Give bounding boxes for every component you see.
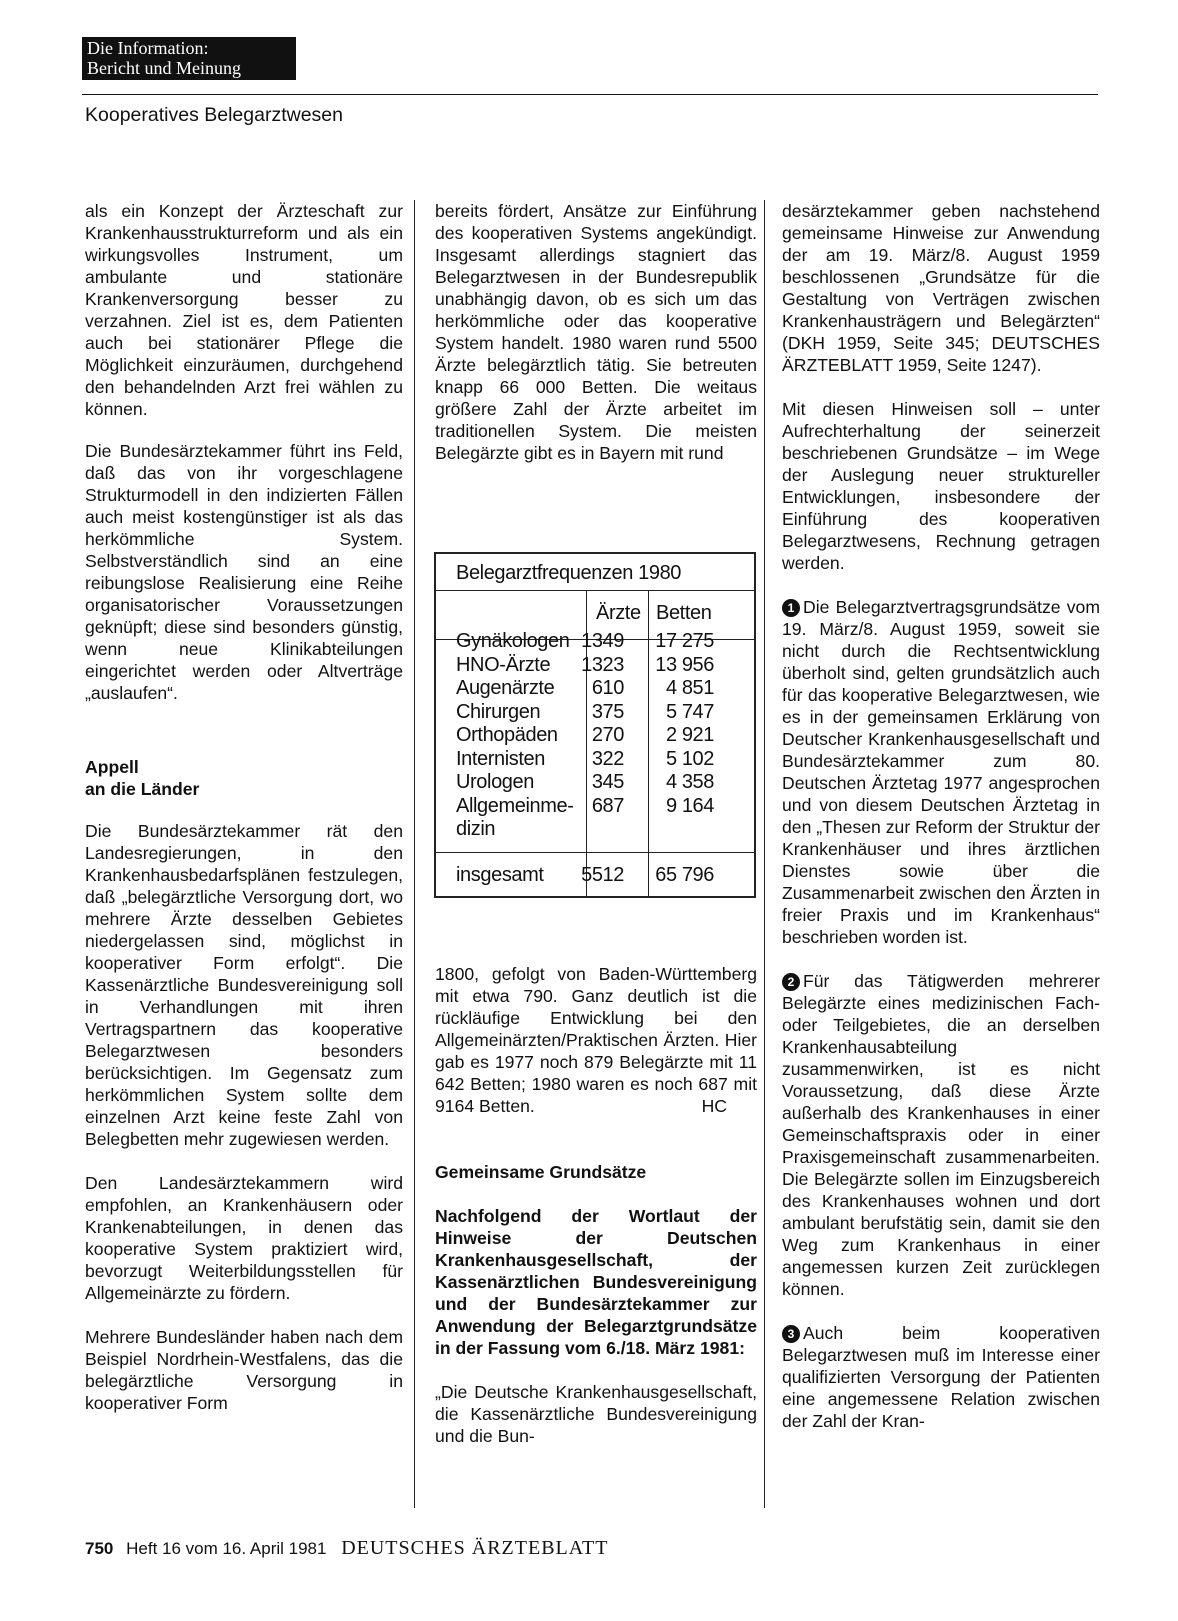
table-row (436, 677, 754, 701)
table-row (436, 701, 754, 725)
table-cell: 610 (591, 677, 624, 699)
column-3 (782, 200, 1100, 1432)
paragraph: Die Bundesärztekammer führt ins Feld, daß das von ihr vorgeschlagene Strukturmodell in den indizierten Fällen auch meist kostengünstiger ist als das herkömmliche System. Selbstverständlich sind an eine reibungslose Realisierung eine Reihe organisatorischer Voraussetzungen geknüpft; diese sind besonders günstig, wenn neue Klinikabteilungen eingerichtet werden oder Altverträge „auslaufen“. (85, 441, 403, 703)
number-badge: 1 (782, 599, 800, 617)
page-footer (85, 1537, 608, 1560)
table-cell: dizin (456, 818, 496, 840)
numbered-paragraph (782, 970, 1100, 1300)
table-cell: 345 (591, 771, 624, 793)
paragraph: Den Landesärztekammern wird empfohlen, an Krankenhäusern oder Krankenabteilungen, in denen das kooperative System praktiziert wird, bevorzugt Weiterbildungsstellen für Allgemeinärzte zu fördern. (85, 1173, 403, 1303)
table-cell: HNO-Ärzte (456, 653, 551, 676)
paragraph-text: Auch beim kooperativen Belegarztwesen muß im Interesse einer qualifizierten Versorgung der Patienten eine angemessene Relation zwischen der Zahl der Kran- (782, 1323, 1100, 1431)
paragraph: desärztekammer geben nachstehend gemeinsame Hinweise zur Anwendung der am 19. März/8. August 1959 beschlossenen „Grundsätze für die Gestaltung von Verträgen zwischen Krankenhausträgern und Belegärzten“ (DKH 1959, Seite 345; DEUTSCHES ÄRZTEBLATT 1959, Seite 1247). (782, 201, 1100, 375)
paragraph: „Die Deutsche Krankenhausgesellschaft, die Kassenärztliche Bundesvereinigung und die Bun- (435, 1382, 757, 1446)
paragraph-text: Für das Tätigwerden mehrerer Belegärzte eines medizinischen Fach- oder Teilgebietes, die an derselben Krankenhausabteilung zusammenwirken, ist es nicht Voraussetzung, daß diese Ärzte außerhalb des Krankenhauses in einer Gemeinschaftspraxis oder in einer Praxisgemeinschaft zusammenarbeiten. Die Belegärzte sollen im Einzugsbereich des Krankenhauses wohnen und dort ambulant berufstätig sein, damit sie den Weg zum Krankenhaus in einer angemessen kurzen Zeit zurücklegen können. (782, 971, 1100, 1299)
table-cell: 4 358 (665, 771, 714, 793)
column-divider (764, 200, 765, 1508)
table-cell: 4 851 (665, 677, 714, 699)
frequency-table (434, 552, 756, 898)
table-title: Belegarztfrequenzen 1980 (456, 562, 682, 584)
table-total-aerzte: 5512 (581, 864, 624, 886)
paragraph (435, 963, 757, 1117)
paragraph: Die Bundesärztekammer rät den Landesregierungen, in den Krankenhausbedarfsplänen festzulegen, daß „belegärztliche Versorgung dort, wo mehrere Ärzte desselben Gebietes niedergelassen sind, möglichst in kooperativer Form erfolgt“. Die Kassenärztliche Bundesvereinigung soll in Verhandlungen mit ihren Vertragspartnern das kooperative Belegarztwesen besonders berücksichtigen. Im Gegensatz zum herkömmlichen System sollte dem einzelnen Arzt keine feste Zahl von Belegbetten mehr zugewiesen werden. (85, 821, 403, 1149)
table-cell: Augenärzte (456, 677, 555, 699)
table-cell: 5 747 (665, 700, 714, 723)
paragraph: Mit diesen Hinweisen soll – unter Aufrechterhaltung der seinerzeit beschriebenen Grundsätze – im Wege der Auslegung neuer struktureller Entwicklungen, insbesondere der Einführung des kooperativen Belegarztwesens, Rechnung getragen werden. (782, 399, 1100, 573)
number-badge: 3 (782, 1325, 800, 1343)
table-row (436, 795, 754, 819)
table-cell: 9 164 (665, 794, 714, 817)
numbered-paragraph (782, 596, 1100, 948)
page-number: 750 (85, 1539, 114, 1558)
paragraph: bereits fördert, Ansätze zur Einführung des kooperativen Systems angekündigt. Insgesamt allerdings stagniert das Belegarztwesen in der Bundesrepublik unabhängig davon, ob es sich um das herkömmliche oder das kooperative System handelt. 1980 waren rund 5500 Ärzte belegärztlich tätig. Sie betreuten knapp 66 000 Betten. Die weitaus größere Zahl der Ärzte arbeitet im traditionellen System. Die meisten Belegärzte gibt es in Bayern mit rund (435, 201, 757, 463)
table-row (436, 748, 754, 772)
paragraph-text: 1800, gefolgt von Baden-Württemberg mit etwa 790. Ganz deutlich ist die rückläufige Entwicklung bei den Allgemeinärzten/Praktischen Ärzten. Hier gab es 1977 noch 879 Belegärzte mit 11 642 Betten; 1980 waren es noch 687 mit 9164 Betten. (435, 964, 757, 1116)
subheading-line-2: an die Länder (85, 779, 200, 799)
table-header-aerzte: Ärzte (596, 602, 641, 624)
column-2 (435, 200, 757, 464)
author-signature: HC (701, 1096, 727, 1116)
table-cell: 270 (591, 724, 624, 746)
table-cell: 13 956 (655, 653, 714, 676)
table-row (436, 818, 754, 842)
table-cell: Gynäkologen (456, 630, 570, 652)
table-total-label: insgesamt (456, 864, 544, 886)
badge-line-2: Bericht und Meinung (87, 58, 241, 78)
table-row (436, 654, 754, 678)
magazine-name: DEUTSCHES ÄRZTEBLATT (341, 1537, 609, 1559)
table-cell: 687 (591, 794, 624, 817)
header-rule (82, 94, 1098, 95)
table-rule (436, 852, 754, 853)
table-cell: 2 921 (665, 724, 714, 746)
paragraph: Mehrere Bundesländer haben nach dem Beispiel Nordrhein-Westfalens, das die belegärztliche Versorgung in kooperativer Form (85, 1327, 403, 1413)
badge-line-1: Die Information: (87, 38, 209, 58)
table-cell: Allgemeinme- (456, 794, 574, 817)
table-cell: Urologen (456, 771, 534, 793)
table-row (436, 724, 754, 748)
table-cell: 1323 (581, 653, 624, 676)
table-cell: Chirurgen (456, 700, 541, 723)
subheading: Gemeinsame Grundsätze (435, 1162, 647, 1182)
table-cell: 1349 (581, 630, 624, 652)
issue-info: Heft 16 vom 16. April 1981 (126, 1539, 327, 1558)
table-total-betten: 65 796 (655, 864, 714, 886)
section-title: Kooperatives Belegarztwesen (85, 104, 343, 126)
table-row (436, 630, 754, 654)
table-rule (436, 590, 754, 591)
lead-paragraph: Nachfolgend der Wortlaut der Hinweise der Deutschen Krankenhausgesellschaft, der Kassenärztlichen Bundesvereinigung und der Bundesärztekammer zur Anwendung der Belegarztgrundsätze in der Fassung vom 6./18. März 1981: (435, 1206, 757, 1358)
column-divider (414, 200, 415, 1508)
table-cell: 17 275 (655, 630, 714, 652)
table-row (436, 771, 754, 795)
table-cell: Orthopäden (456, 724, 558, 746)
paragraph: als ein Konzept der Ärzteschaft zur Krankenhausstrukturreform und als ein wirkungsvolles Instrument, um ambulante und stationäre Krankenversorgung besser zu verzahnen. Ziel ist es, dem Patienten auch bei stationärer Pflege die Möglichkeit einzuräumen, durchgehend den behandelnden Arzt frei wählen zu können. (85, 201, 403, 419)
table-cell: Internisten (456, 747, 545, 770)
numbered-paragraph (782, 1322, 1100, 1432)
paragraph-text: Die Belegarztvertragsgrundsätze vom 19. März/8. August 1959, soweit sie nicht durch die Rechtsentwicklung überholt sind, gelten grundsätzlich auch für das kooperative Belegarztwesen, wie es in der gemeinsamen Erklärung von Deutscher Krankenhausgesellschaft und Bundesärztekammer zum 80. Deutschen Ärztetag 1977 angesprochen und von diesem Deutschen Ärztetag in den „Thesen zur Reform der Struktur der Krankenhäuser und ihres ärztlichen Dienstes sowie über die Zusammenarbeit zwischen den Ärzten in freier Praxis und im Krankenhaus“ beschrieben worden ist. (782, 597, 1100, 947)
column-2-continued (435, 963, 757, 1447)
table-total-row (436, 864, 754, 888)
table-cell: 375 (591, 700, 624, 723)
number-badge: 2 (782, 973, 800, 991)
table-cell: 322 (591, 747, 624, 770)
column-1 (85, 200, 403, 1414)
table-header-betten: Betten (656, 602, 712, 624)
section-badge (82, 37, 296, 80)
table-cell: 5 102 (665, 747, 714, 770)
subheading-line-1: Appell (85, 757, 139, 777)
